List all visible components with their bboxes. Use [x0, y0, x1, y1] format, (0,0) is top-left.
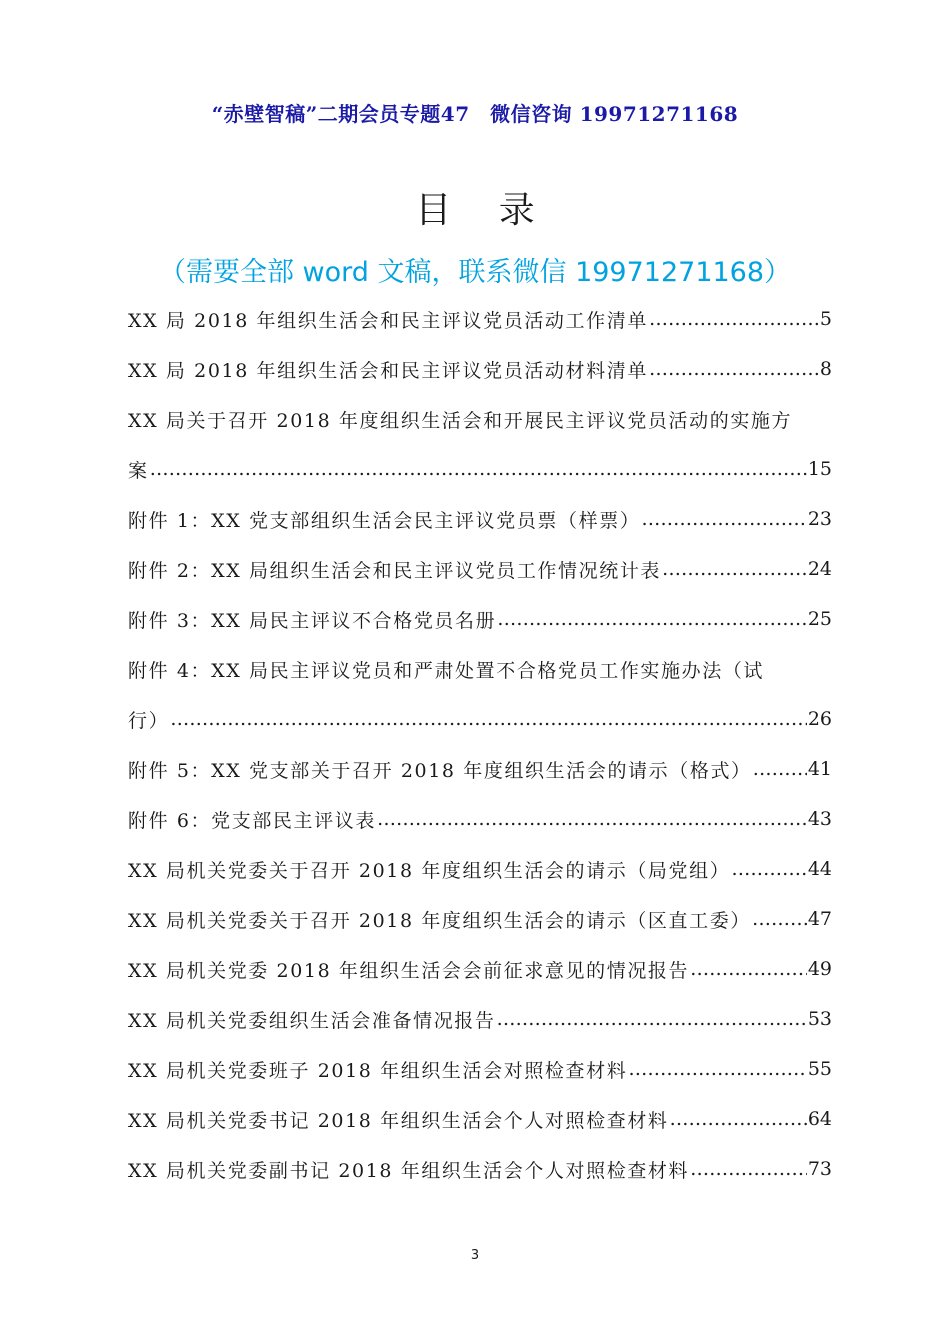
toc-entry-title: XX 局关于召开 2018 年度组织生活会和开展民主评议党员活动的实施方	[128, 409, 793, 432]
toc-leader-dots	[690, 1158, 807, 1180]
toc-entry-page: 5	[819, 308, 832, 330]
toc-entry-page: 41	[807, 758, 832, 780]
toc-entry[interactable]	[128, 294, 832, 344]
toc-entry-page: 26	[807, 708, 832, 730]
toc-entry[interactable]	[128, 394, 832, 444]
toc-entry[interactable]	[128, 544, 832, 594]
toc-entry-title: XX 局机关党委关于召开 2018 年度组织生活会的请示（局党组）	[128, 859, 731, 882]
toc-leader-dots	[170, 708, 807, 730]
toc-entry-page: 15	[807, 458, 832, 480]
toc-entry[interactable]	[128, 944, 832, 994]
toc-entry-title: 附件 5：XX 党支部关于召开 2018 年度组织生活会的请示（格式）	[128, 759, 752, 782]
toc-entry[interactable]	[128, 694, 832, 744]
toc-entry[interactable]	[128, 994, 832, 1044]
toc-leader-dots	[670, 1108, 807, 1130]
toc-entry[interactable]	[128, 794, 832, 844]
contact-subtitle: （需要全部 word 文稿，联系微信 19971271168）	[158, 257, 792, 288]
toc-entry[interactable]	[128, 344, 832, 394]
toc-entry-page: 25	[807, 608, 832, 630]
page-title: 目 录	[415, 190, 553, 231]
toc-entry[interactable]	[128, 494, 832, 544]
toc-leader-dots	[649, 358, 819, 380]
toc-entry-page: 44	[807, 858, 832, 880]
toc-entry[interactable]	[128, 1094, 832, 1144]
toc-leader-dots	[731, 858, 806, 880]
toc-leader-dots	[497, 608, 807, 630]
toc-leader-dots	[628, 1058, 806, 1080]
toc-entry-title: XX 局机关党委书记 2018 年组织生活会个人对照检查材料	[128, 1109, 669, 1132]
toc-entry-page: 24	[807, 558, 832, 580]
toc-entry-title: 行）	[128, 709, 170, 732]
toc-entry-page: 23	[807, 508, 832, 530]
toc-entry-title: 附件 4：XX 局民主评议党员和严肃处置不合格党员工作实施办法（试	[128, 659, 765, 682]
toc-leader-dots	[753, 758, 807, 780]
toc-leader-dots	[690, 958, 807, 980]
toc-leader-dots	[649, 308, 819, 330]
toc-entry-page: 64	[807, 1108, 832, 1130]
toc-entry[interactable]	[128, 444, 832, 494]
toc-entry-page: 49	[807, 958, 832, 980]
toc-leader-dots	[150, 458, 807, 480]
toc-entry[interactable]	[128, 594, 832, 644]
toc-entry-page: 73	[807, 1158, 832, 1180]
toc-entry-title: 附件 3：XX 局民主评议不合格党员名册	[128, 609, 497, 632]
toc-entry-title: 附件 1：XX 党支部组织生活会民主评议党员票（样票）	[128, 509, 641, 532]
toc-entry-title: 案	[128, 459, 149, 482]
toc-entry-page: 8	[819, 358, 832, 380]
toc-entry-title: XX 局机关党委副书记 2018 年组织生活会个人对照检查材料	[128, 1159, 690, 1182]
toc-leader-dots	[497, 1008, 807, 1030]
toc-leader-dots	[662, 558, 807, 580]
toc-entry[interactable]	[128, 894, 832, 944]
toc-entry[interactable]	[128, 844, 832, 894]
toc-entry-title: XX 局机关党委 2018 年组织生活会会前征求意见的情况报告	[128, 959, 690, 982]
toc-entry-page: 43	[807, 808, 832, 830]
toc-entry[interactable]	[128, 644, 832, 694]
toc-entry-title: XX 局 2018 年组织生活会和民主评议党员活动材料清单	[128, 359, 648, 382]
toc-entry-page: 53	[807, 1008, 832, 1030]
table-of-contents	[128, 294, 832, 1194]
toc-entry-page: 47	[807, 908, 832, 930]
toc-leader-dots	[752, 908, 807, 930]
toc-leader-dots	[641, 508, 806, 530]
page-number: 3	[470, 1248, 480, 1263]
toc-entry-title: 附件 6：党支部民主评议表	[128, 809, 376, 832]
promo-header: “赤壁智稿”二期会员专题47 微信咨询 19971271168	[211, 102, 739, 126]
toc-entry[interactable]	[128, 744, 832, 794]
toc-leader-dots	[377, 808, 807, 830]
toc-entry-title: XX 局机关党委关于召开 2018 年度组织生活会的请示（区直工委）	[128, 909, 751, 932]
toc-entry[interactable]	[128, 1144, 832, 1194]
toc-entry-title: XX 局机关党委组织生活会准备情况报告	[128, 1009, 496, 1032]
toc-entry-page: 55	[807, 1058, 832, 1080]
toc-entry-title: XX 局机关党委班子 2018 年组织生活会对照检查材料	[128, 1059, 628, 1082]
toc-entry[interactable]	[128, 1044, 832, 1094]
toc-entry-title: 附件 2：XX 局组织生活会和民主评议党员工作情况统计表	[128, 559, 662, 582]
toc-entry-title: XX 局 2018 年组织生活会和民主评议党员活动工作清单	[128, 309, 648, 332]
